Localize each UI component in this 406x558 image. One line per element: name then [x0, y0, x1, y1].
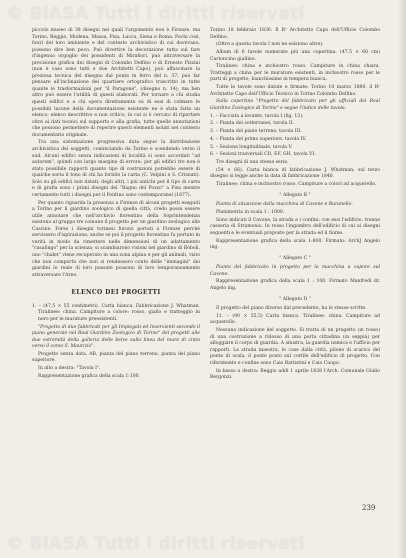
page-edge-shadow	[398, 0, 406, 558]
catalog-entry-note: Rappresentazione grafica della scala 1 : 100. Firmato Manfredi dr. Angelo ing.	[210, 279, 380, 291]
catalog-entry-note: Planimetria in scala 1 : 1000.	[216, 209, 285, 215]
toc-item: 4. – Pianta del primo superiore, tavola IV.	[210, 136, 307, 142]
catalog-entry-note: Tiralinee: china e inchiostro rosso. Campiture a colori ad acquerello.	[216, 182, 377, 188]
allegato-label: " Allegato B "	[279, 192, 311, 198]
catalog-entry-note: Nessuna indicazione del soggetto. Si tratta di un progetto (in rosso) di una costruzione a ridosso di una porta cittadina (in seppia) per alloggiare il corpo di guardia. A sinistra, la guardia nemica e l'ufficio per rapporti. La strada maestra, le case dalla città, pilone di scarico del ponte di scala, il ponte posto sul cortile dell'edificio di progetto. Con riferimento e confine sono Caio Battistini e Caio Cuopo.	[210, 328, 380, 366]
catalog-entry-note: Sono indicati il Cavone, la strada e i confini; con essi l'edificio, tranne casseria di Stramonio. In rosso l'ingombro dell'edificio di cui ai disegni seguenti e le eventuali proposte per la strada ed il fiume.	[210, 217, 380, 236]
catalog-entry-note: Progetto senza data, AB, pianta del piano terreno, pianta del piano superiore.	[32, 351, 200, 364]
catalog-entry: Album di 6 tavole numerate più una copertina. (47,5 × 60 cm) Cartoncino giallino.	[210, 50, 380, 62]
watermark-top: © BiASA Tutti i diritti riservati	[6, 4, 305, 24]
catalog-entry: 1. – (47,5 × 55 centimetri). Carta bianca. Fabbricazione J. Whatman. Tiralinee: china. Campiture a colore: rosso, giallo e tratteggio in nero per le murature preesistenti.	[32, 303, 200, 322]
toc-item: 2. – Pianta dei sotterranei, tavola II.	[210, 121, 294, 127]
toc-item: 5. – Sezione longitudinale, tavola V.	[210, 144, 293, 150]
catalog-entry: (54 × 66). Carta bianca di fabbricazione J. Whatman; sul terzo disegno si legge anche la data di fabbricazione 1840.	[210, 167, 380, 180]
paragraph: Tre disegni di una stessa serie.	[216, 160, 289, 166]
paragraph: Per quanto riguarda la presenza a Firenze di alcuni progetti eseguiti a Torino per il giardino zoologico di quella città, credo possa essere utile annotare che nell'archivio fiorentino della Soprintendenza esistono al gruppo tre comune il progetto per un giardino zoologico alle Cascine. Forse i disegni torinesi furono portati a Firenze perché servissero d'ispirazione, anche se poi il progetto fiorentino fu portato in verità in modo da rimettere nelle dimensioni di un adattamento "casalingo" per la scienza; si scambiarono visioni nel giardino di Boboli, uno "chalet" viene recuperato in una zona alpina e per gli animali, visto che non comporta che non si rendessero conto delle "immagini" dei giardini lo reale di loro passate possono di loro temporaneamente attraversare l'Arno.	[32, 200, 200, 278]
section-heading: ELENCO DEI PROGETTI	[71, 289, 161, 297]
catalog-entry: 11. – (90 × 55,5) Carta bianca. Tiralinee: china. Campiture ad acquerello.	[210, 313, 380, 326]
catalog-entry-note: Rappresentazione grafica della scala 1:100.	[38, 373, 141, 379]
catalog-entry-title: Pianta del fabbricato in progetto per la macchina a vapore sul Cavone.	[210, 265, 380, 277]
catalog-entry-note: In basso a destra: Reggio addì 1 aprile 1838 l'Arch. Comunale Giulio Bergonzi.	[210, 368, 380, 381]
toc-item: 6. – Sezioni trasversali CD, EF, GH, tavola VI.	[210, 152, 316, 158]
left-column	[32, 28, 200, 382]
catalog-entry-note: Tiralinee: china e inchiostro rosso. Campiture in china chiara. Tratteggi a china per le murature esistenti, in inchiostro rosso per le parti di progetto, bianchissime in tempera bianca.	[210, 64, 380, 83]
allegato-label: " Allegato D "	[279, 296, 311, 302]
page-number: 239	[362, 504, 376, 512]
right-column	[210, 28, 380, 383]
catalog-entry-note: Il progetto del piano diverso dal precedente, ha le stesse scritte.	[216, 306, 367, 312]
watermark-bottom: © BiASA Tutti i diritti riservati	[6, 534, 305, 554]
catalog-entry-note: Tutte le tavole sono datate e firmate: Torino 10 marzo 1880, il Rᵒ Architetto Capo dell'Ufficio Tecnico in Torino Colombo Delfino.	[210, 85, 380, 97]
paragraph: Tra una sistemazione progressiva data segue la distribuzione archivistica dei soggetti, cominciando da Torino e scendendo verso il sud. Alcuni edifici senza indicazioni di località si sono accordati "ad autorem", quindi con largo margine di errore; per gli edifici tre non è stato possibile rapporti quanto tipo di costruzioni potrebbe essere di qualche sorta il tono di chi ha fornito la carta (C. Velpini e S. Crisnati). Solo su gli edifici non datati; degli altri, i più antichi per il tipo di carta e di grafia sono i primi disegni del "Bagno del Pozzo" a Pisa mentre certamente tutti i disegni per il Pontino sono contemporanei (1877).	[32, 140, 200, 198]
paragraph: (Oltre a questa tavola I non ne esistono altre).	[216, 42, 324, 48]
paragraph: piccolo museo di 38 disegni nei quali l'argomento non è Firenze, ma Torino, Reggio, Modena, Massa, Pisa, Lucca, Siena e Roma. Pochi così, fuori del loro ambiente e del contesto archivistico di cui dovevano, possono dire ben poco. Può divertire la decorazione tutta sul fare d'ingenuo orgoglio dei possidenti di Mirafiori, può attraversare la precisione grafica dei disegni di Colombo Delfino o di Ernesto Pizzini (non è caso sono tutti e due Architetti Capo), può affascinare la preziosa tecnica del disegno dal ponte in ferro del n. 37; può far pensare all'inclinazione dei quartiere ortografico trascritto in tutte quante le trasformazioni per "il Paragone", (disegno n. 14); ma ben altro può essere l'utilità di questi elaborati. Per tornare a chi studia questi edifici e a chi opera direttamente su di essi di colmare le possibili lacune della documentazione esistente ne è stata fatta un elenco; elenco descrittivo e non critico, in cui si è cercato di riportare oltre ai dati tecnici sul supporto e alla grafia, tutte quelle annotazioni che possono permettere di reperire questi elementi isolati nel contesto documentario originale.	[32, 28, 200, 138]
toc-item: 1. – Facciata a levante, tavola I (fig. 13).	[210, 113, 304, 119]
catalog-entry-title: Sulla copertina "Progetto del fabbricato per gli ufficiali del Real Giardino Zoologico di Torino" e segue l'indice delle tavole.	[210, 99, 380, 111]
catalog-entry-note: In alto a destra: "Tavola I".	[38, 366, 101, 372]
toc-item: 3. – Pianta del piano terreno, tavola III.	[210, 129, 302, 135]
catalog-entry-title: Pianta di situazione della macchina di Cavone e Buranello.	[216, 202, 353, 208]
allegato-label: " Allegato C "	[279, 255, 311, 261]
catalog-entry-note: Rappresentazione grafica della scala 1:800. Firmato: ArchJ Angelo ing.	[210, 238, 380, 251]
paragraph: Torino 18 febbraio 1830. Il Rᵒ Architetto Capo dell'Ufficio Colombo Delfino.	[210, 28, 380, 40]
catalog-entry-title: "Progetto di due fabbricati per gli Impiegati ed Inservienti secondo il piano generale nel Real Giardino Zoologico di Torino" dei progetti alle due estremità della galleria delle belve sulla linea del muro di cinta verso il corso S. Maurizio".	[32, 324, 200, 350]
